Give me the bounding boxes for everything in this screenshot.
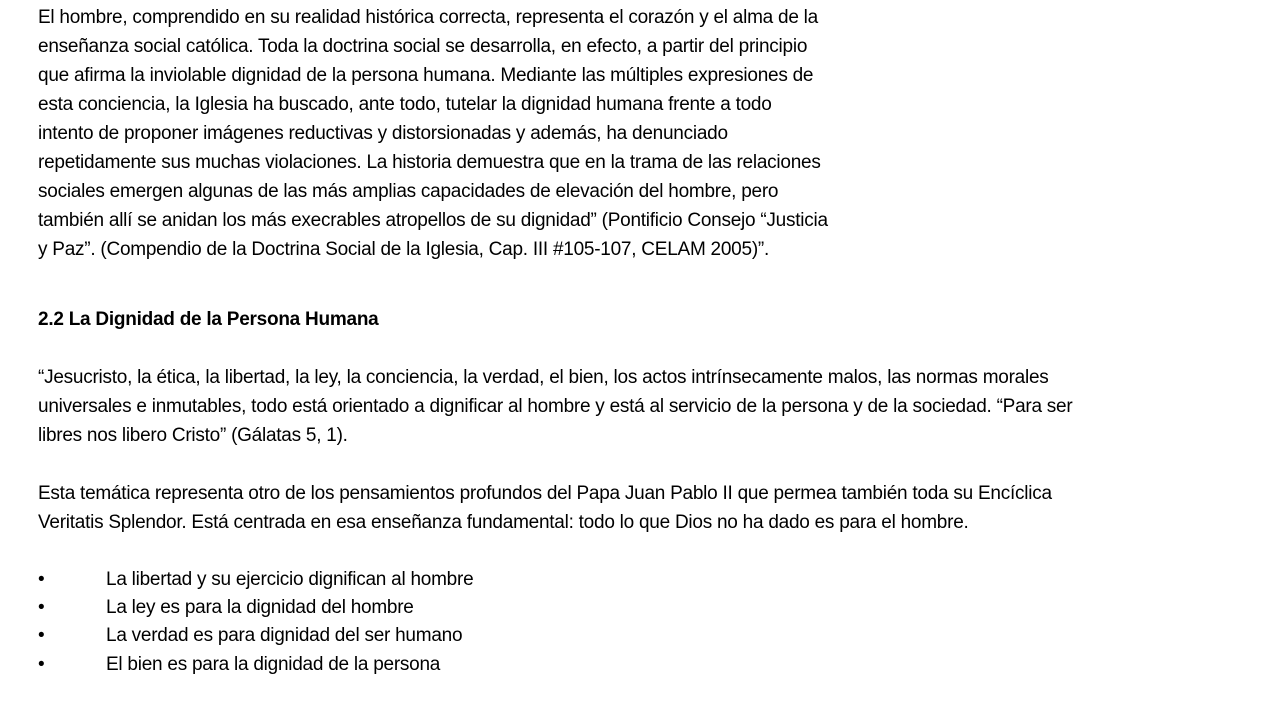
bullet-icon: • xyxy=(38,597,45,618)
list-item-text: El bien es para la dignidad de la persona xyxy=(106,654,441,675)
paragraph-line: repetidamente sus muchas violaciones. La historia demuestra que en la trama de las relaciones xyxy=(38,152,821,173)
paragraph-line: intento de proponer imágenes reductivas y distorsionadas y además, ha denunciado xyxy=(38,123,728,144)
bullet-icon: • xyxy=(38,654,45,675)
paragraph-line: también allí se anidan los más execrables atropellos de su dignidad” (Pontificio Consejo “Justicia xyxy=(38,210,828,231)
paragraph-line: libres nos libero Cristo” (Gálatas 5, 1). xyxy=(38,425,348,446)
paragraph-line: enseñanza social católica. Toda la doctrina social se desarrolla, en efecto, a partir del principio xyxy=(38,36,808,57)
paragraph-line: esta conciencia, la Iglesia ha buscado, ante todo, tutelar la dignidad humana frente a todo xyxy=(38,94,772,115)
bullet-icon: • xyxy=(38,625,45,646)
list-item-text: La libertad y su ejercicio dignifican al hombre xyxy=(106,569,474,590)
paragraph-line: Esta temática representa otro de los pensamientos profundos del Papa Juan Pablo II que permea también toda su Encíclica xyxy=(38,483,1052,504)
paragraph-line: universales e inmutables, todo está orientado a dignificar al hombre y está al servicio de la persona y de la sociedad. “Para ser xyxy=(38,396,1073,417)
paragraph-line: “Jesucristo, la ética, la libertad, la ley, la conciencia, la verdad, el bien, los actos intrínsecamente malos, las normas morales xyxy=(38,367,1049,388)
paragraph-line: sociales emergen algunas de las más amplias capacidades de elevación del hombre, pero xyxy=(38,181,779,202)
section-heading: 2.2 La Dignidad de la Persona Humana xyxy=(38,309,379,330)
paragraph-line: Veritatis Splendor. Está centrada en esa enseñanza fundamental: todo lo que Dios no ha dado es para el hombre. xyxy=(38,512,969,533)
list-item-text: La verdad es para dignidad del ser humano xyxy=(106,625,463,646)
list-item-text: La ley es para la dignidad del hombre xyxy=(106,597,414,618)
paragraph-line: y Paz”. (Compendio de la Doctrina Social de la Iglesia, Cap. III #105-107, CELAM 2005)”. xyxy=(38,239,769,260)
bullet-icon: • xyxy=(38,569,45,590)
paragraph-line: que afirma la inviolable dignidad de la persona humana. Mediante las múltiples expresiones de xyxy=(38,65,814,86)
paragraph-line: El hombre, comprendido en su realidad histórica correcta, representa el corazón y el alma de la xyxy=(38,7,818,28)
